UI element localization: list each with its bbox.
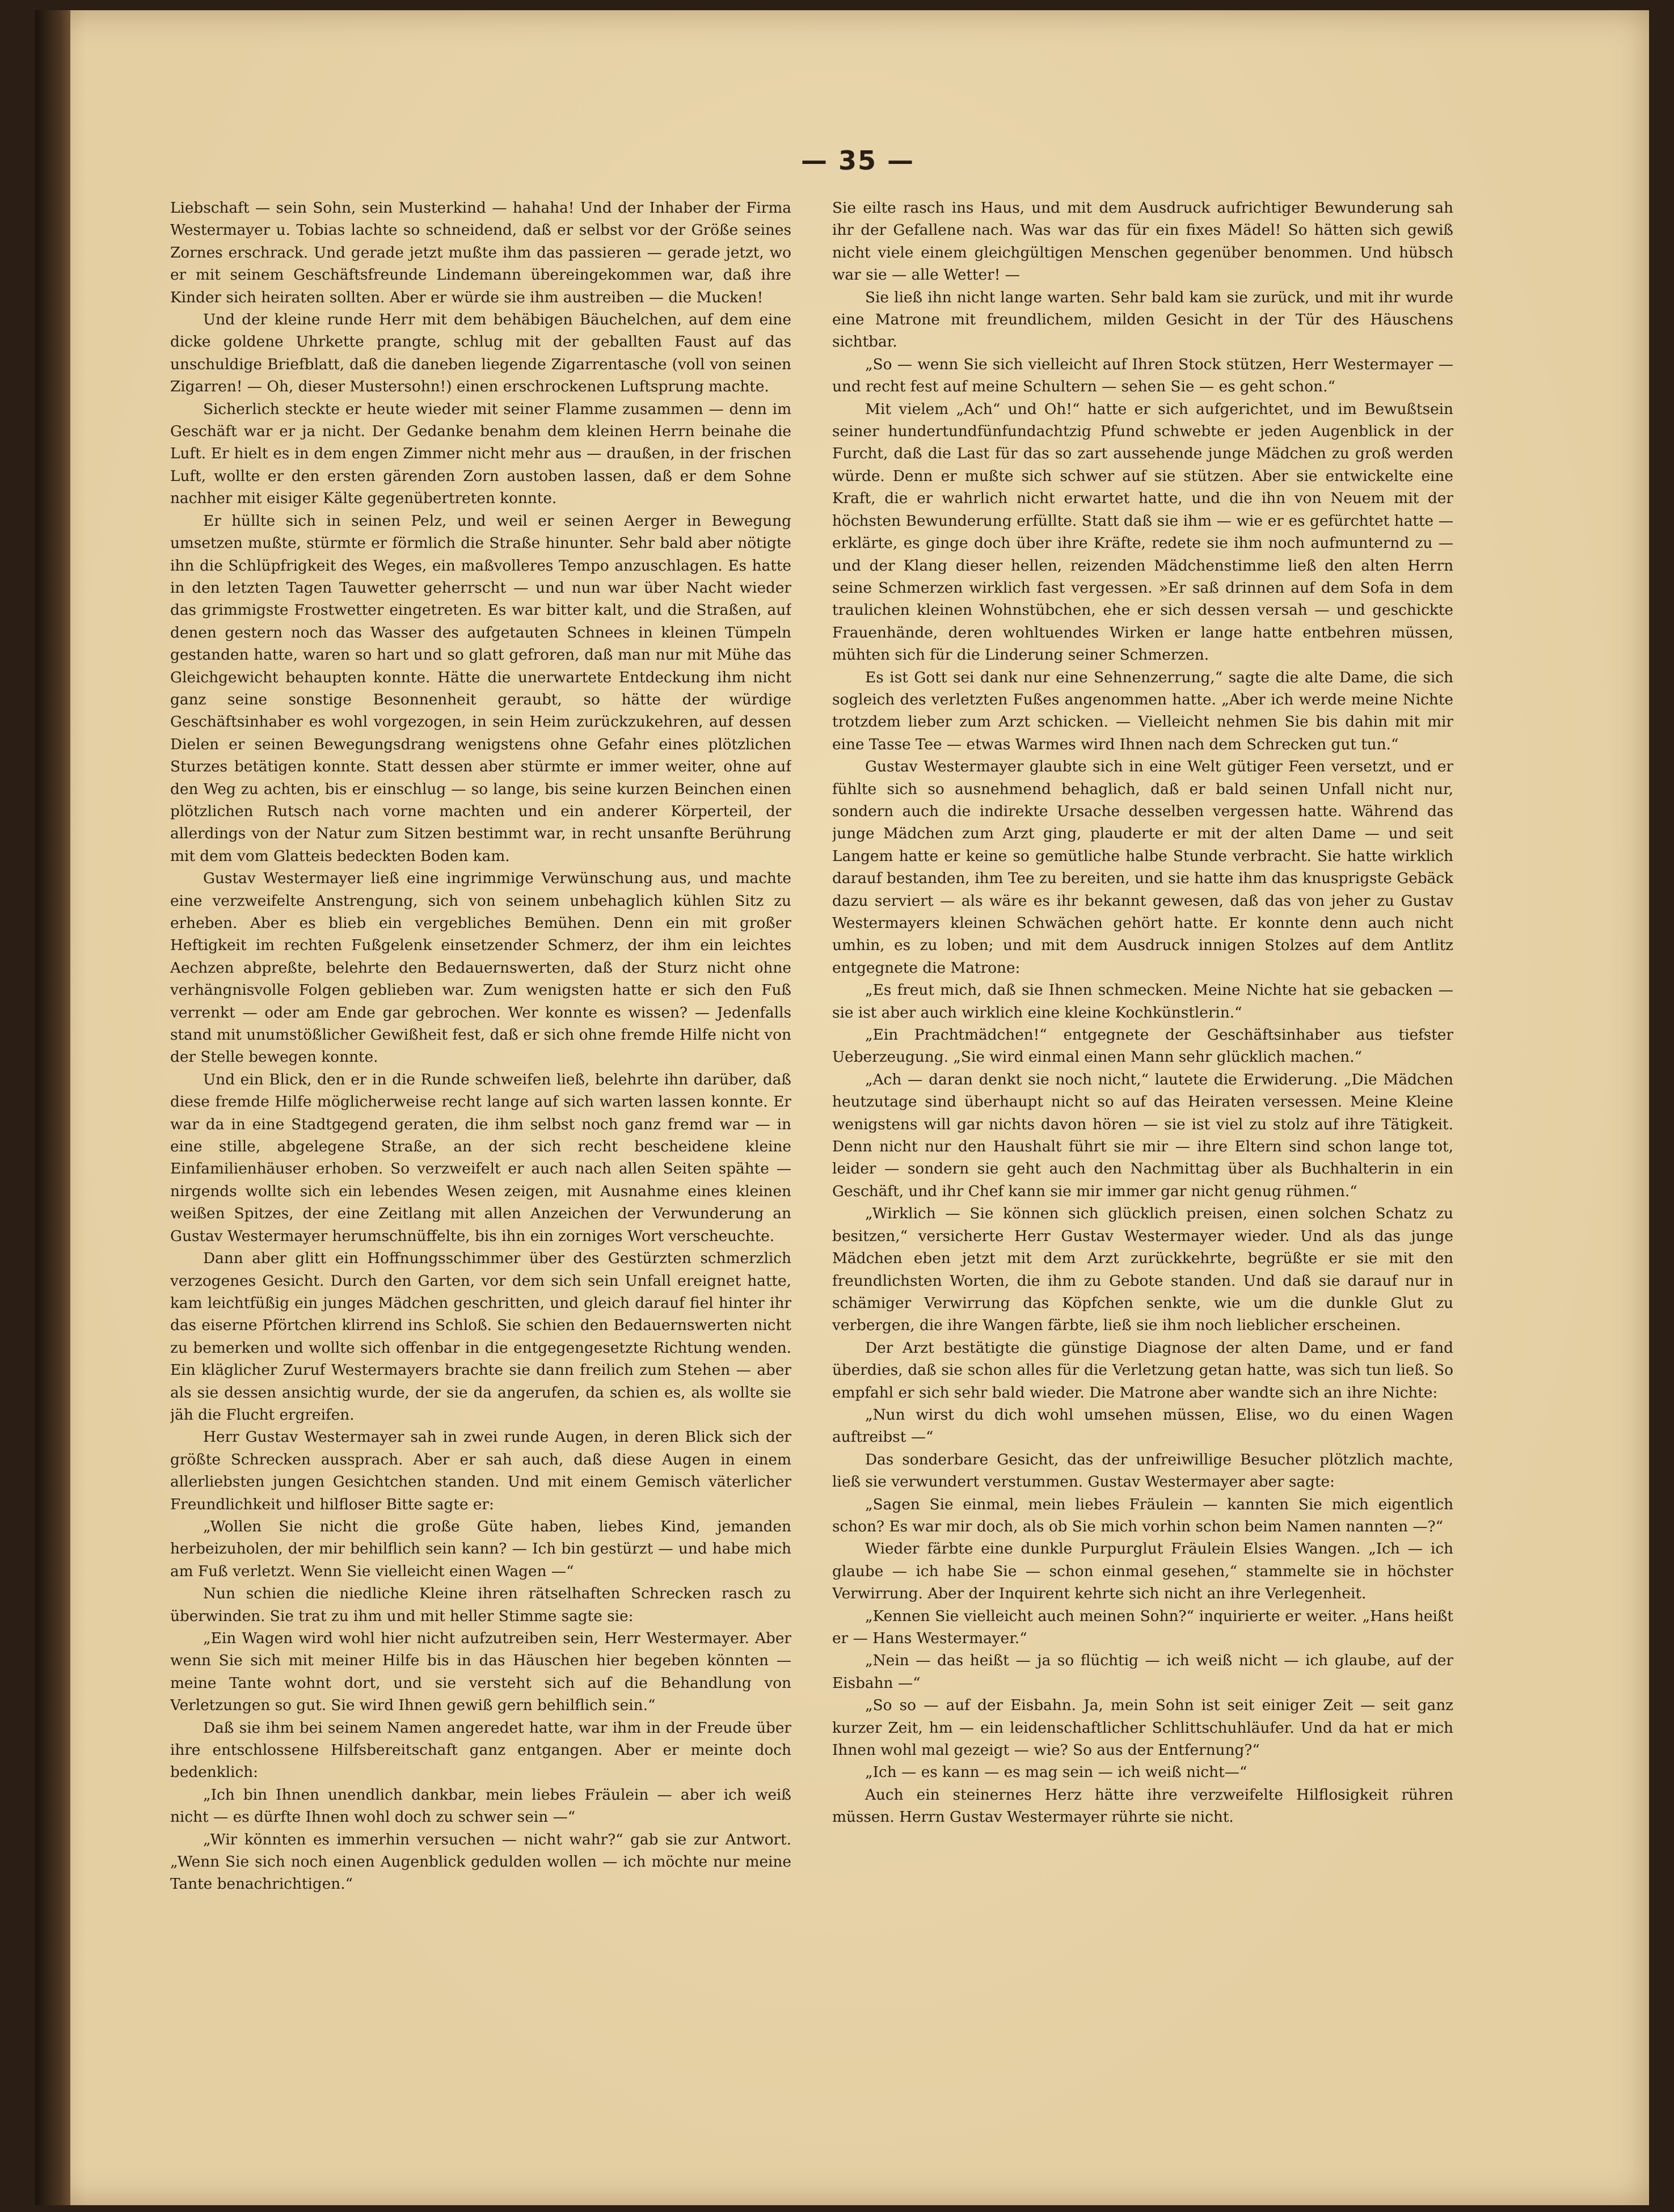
left-column <box>170 197 791 2148</box>
paragraph: Er hüllte sich in seinen Pelz, und weil er seinen Aerger in Bewegung umsetzen mußte, stürmte er förmlich die Straße hinunter. Sehr bald aber nötigte ihn die Schlüpfrigkeit des Weges, ein maßvolleres Tempo anzuschlagen. Es hatte in den letzten Tagen Tauwetter geherrscht — und nun war über Nacht wieder das grimmigste Frostwetter eingetreten. Es war bitter kalt, und die Straßen, auf denen gestern noch das Wasser des aufgetauten Schnees in kleinen Tümpeln gestanden hatte, waren so hart und so glatt gefroren, daß man nur mit Mühe das Gleichgewicht behaupten konnte. Hätte die unerwartete Entdeckung ihm nicht ganz seine sonstige Besonnenheit geraubt, so hätte der würdige Geschäftsinhaber es wohl vorgezogen, in sein Heim zurückzukehren, auf dessen Dielen er seinen Bewegungsdrang wenigstens ohne Gefahr eines plötzlichen Sturzes betätigen konnte. Statt dessen aber stürmte er immer weiter, ohne auf den Weg zu achten, bis er einschlug — so lange, bis seine kurzen Beinchen einen plötzlichen Rutsch nach vorne machten und ein anderer Körperteil, der allerdings von der Natur zum Sitzen bestimmt war, in recht unsanfte Berührung mit dem vom Glatteis bedeckten Boden kam. <box>170 512 791 865</box>
paragraph: „Ich bin Ihnen unendlich dankbar, mein liebes Fräulein — aber ich weiß nicht — es dürfte Ihnen wohl doch zu schwer sein —“ <box>170 1786 791 1826</box>
paragraph: „Nein — das heißt — ja so flüchtig — ich weiß nicht — ich glaube, auf der Eisbahn —“ <box>832 1652 1453 1692</box>
paragraph: Gustav Westermayer ließ eine ingrimmige Verwünschung aus, und machte eine verzweifelte Anstrengung, sich von seinem unbehaglich kühlen Sitz zu erheben. Aber es blieb ein vergebliches Bemühen. Denn ein mit großer Heftigkeit im rechten Fußgelenk einsetzender Schmerz, der ihm ein leichtes Aechzen abpreßte, belehrte den Bedauernswerten, daß der Sturz nicht ohne verhängnisvolle Folgen geblieben war. Zum wenigsten hatte er sich den Fuß verrenkt — oder am Ende gar gebrochen. Wer konnte es wissen? — Jedenfalls stand mit unumstößlicher Gewißheit fest, daß er sich ohne fremde Hilfe nicht von der Stelle bewegen konnte. <box>170 870 791 1066</box>
paragraph: Liebschaft — sein Sohn, sein Musterkind — hahaha! Und der Inhaber der Firma Westermayer u. Tobias lachte so schneidend, daß er selbst vor der Größe seines Zornes erschrack. Und gerade jetzt mußte ihm das passieren — gerade jetzt, wo er mit seinem Geschäftsfreunde Lindemann übereingekommen war, daß ihre Kinder sich heiraten sollten. Aber er würde sie ihm austreiben — die Mucken! <box>170 200 791 306</box>
paragraph: Das sonderbare Gesicht, das der unfreiwillige Besucher plötzlich machte, ließ sie verwundert verstummen. Gustav Westermayer aber sagte: <box>832 1451 1453 1491</box>
paragraph: Dann aber glitt ein Hoffnungsschimmer über des Gestürzten schmerzlich verzogenes Gesicht. Durch den Garten, vor dem sich sein Unfall ereignet hatte, kam leichtfüßig ein junges Mädchen geschritten, und gleich darauf fiel hinter ihr das eiserne Pförtchen klirrend ins Schloß. Sie schien den Bedauernswerten nicht zu bemerken und wollte sich offenbar in die entgegengesetzte Richtung wenden. Ein kläglicher Zuruf Westermayers brachte sie dann freilich zum Stehen — aber als sie dessen ansichtig wurde, der sie da angerufen, da schien es, als wollte sie jäh die Flucht ergreifen. <box>170 1250 791 1424</box>
paragraph: „Kennen Sie vielleicht auch meinen Sohn?“ inquirierte er weiter. „Hans heißt er — Hans Westermayer.“ <box>832 1607 1453 1647</box>
paragraph: Nun schien die niedliche Kleine ihren rätselhaften Schrecken rasch zu überwinden. Sie trat zu ihm und mit heller Stimme sagte sie: <box>170 1585 791 1625</box>
paragraph: „Es freut mich, daß sie Ihnen schmecken. Meine Nichte hat sie gebacken — sie ist aber auch wirklich eine kleine Kochkünstlerin.“ <box>832 982 1453 1021</box>
paragraph: „Sagen Sie einmal, mein liebes Fräulein — kannten Sie mich eigentlich schon? Es war mir doch, als ob Sie mich vorhin schon beim Namen nannten —?“ <box>832 1496 1453 1535</box>
paragraph: „Wollen Sie nicht die große Güte haben, liebes Kind, jemanden herbeizuholen, der mir behilflich sein kann? — Ich bin gestürzt — und habe mich am Fuß verletzt. Wenn Sie vielleicht einen Wagen —“ <box>170 1518 791 1580</box>
paragraph: Sie ließ ihn nicht lange warten. Sehr bald kam sie zurück, und mit ihr wurde eine Matrone mit freundlichem, milden Gesicht in der Tür des Häuschens sichtbar. <box>832 289 1453 351</box>
paragraph: Auch ein steinernes Herz hätte ihre verzweifelte Hilflosigkeit rühren müssen. Herrn Gustav Westermayer rührte sie nicht. <box>832 1786 1453 1826</box>
paragraph: „Ach — daran denkt sie noch nicht,“ lautete die Erwiderung. „Die Mädchen heutzutage sind überhaupt nicht so auf das Heiraten versessen. Meine Kleine wenigstens will gar nichts davon hören — sie ist viel zu stolz auf ihre Tätigkeit. Denn nicht nur den Haushalt führt sie mir — ihre Eltern sind schon lange tot, leider — sondern sie geht auch den Nachmittag über als Buchhalterin in ein Geschäft, und ihr Chef kann sie mir immer gar nicht genug rühmen.“ <box>832 1071 1453 1200</box>
paragraph: Sicherlich steckte er heute wieder mit seiner Flamme zusammen — denn im Geschäft war er ja nicht. Der Gedanke benahm dem kleinen Herrn beinahe die Luft. Er hielt es in dem engen Zimmer nicht mehr aus — draußen, in der frischen Luft, wollte er den ersten gärenden Zorn austoben lassen, daß er dem Sohne nachher mit eisiger Kälte gegenübertreten konnte. <box>170 400 791 508</box>
paragraph: „So so — auf der Eisbahn. Ja, mein Sohn ist seit einiger Zeit — seit ganz kurzer Zeit, hm — ein leidenschaftlicher Schlittschuhläufer. Und da hat er mich Ihnen wohl mal gezeigt — wie? So aus der Entfernung?“ <box>832 1697 1453 1759</box>
paragraph: Wieder färbte eine dunkle Purpurglut Fräulein Elsies Wangen. „Ich — ich glaube — ich habe Sie — schon einmal gesehen,“ stammelte sie in höchster Verwirrung. Aber der Inquirent kehrte sich nicht an ihre Verlegenheit. <box>832 1540 1453 1603</box>
paragraph: „Ein Wagen wird wohl hier nicht aufzutreiben sein, Herr Westermayer. Aber wenn Sie sich mit meiner Hilfe bis in das Häuschen hier begeben könnten — meine Tante wohnt dort, und sie versteht sich auf die Behandlung von Verletzungen so gut. Sie wird Ihnen gewiß gern behilflich sein.“ <box>170 1630 791 1715</box>
paragraph: Es ist Gott sei dank nur eine Sehnenzerrung,“ sagte die alte Dame, die sich sogleich des verletzten Fußes angenommen hatte. „Aber ich werde meine Nichte trotzdem lieber zum Arzt schicken. — Vielleicht nehmen Sie bis dahin mit mir eine Tasse Tee — etwas Warmes wird Ihnen nach dem Schrecken gut tun.“ <box>832 669 1453 753</box>
page-number: — 35 — <box>800 145 915 176</box>
paragraph: „Ein Prachtmädchen!“ entgegnete der Geschäftsinhaber aus tiefster Ueberzeugung. „Sie wird einmal einen Mann sehr glücklich machen.“ <box>832 1027 1453 1066</box>
paragraph: Herr Gustav Westermayer sah in zwei runde Augen, in deren Blick sich der größte Schrecken aussprach. Aber er sah auch, daß diese Augen in einem allerliebsten jungen Gesichtchen standen. Und mit einem Gemisch väterlicher Freundlichkeit und hilfloser Bitte sagte er: <box>170 1429 791 1513</box>
paragraph: „Nun wirst du dich wohl umsehen müssen, Elise, wo du einen Wagen auftreibst —“ <box>832 1406 1453 1446</box>
paragraph: Mit vielem „Ach“ und Oh!“ hatte er sich aufgerichtet, und im Bewußtsein seiner hundertundfünfundachtzig Pfund schwebte er jeden Augenblick in der Furcht, daß die Last für das so zart aussehende junge Mädchen zu groß werden würde. Denn er mußte sich schwer auf sie stützen. Aber sie entwickelte eine Kraft, die er wahrlich nicht erwartet hatte, und die ihn von Neuem mit der höchsten Bewunderung erfüllte. Statt daß sie ihm — wie er es gefürchtet hatte — erklärte, es ginge doch über ihre Kräfte, redete sie ihm noch aufmunternd zu — und der Klang dieser hellen, reizenden Mädchenstimme ließ den alten Herrn seine Schmerzen wirklich fast vergessen. »Er saß drinnen auf dem Sofa in dem traulichen kleinen Wohnstübchen, ehe er sich dessen versah — und geschickte Frauenhände, deren wohltuendes Wirken er lange hatte entbehren müssen, mühten sich für die Linderung seiner Schmerzen. <box>832 400 1453 664</box>
paragraph: Und ein Blick, den er in die Runde schweifen ließ, belehrte ihn darüber, daß diese fremde Hilfe möglicherweise recht lange auf sich warten lassen konnte. Er war da in eine Stadtgegend geraten, die ihm selbst noch ganz fremd war — in eine stille, abgelegene Straße, an der sich recht bescheidene kleine Einfamilienhäuser erhoben. So verzweifelt er auch nach allen Seiten spähte — nirgends wollte sich ein lebendes Wesen zeigen, mit Ausnahme eines kleinen weißen Spitzes, der eine Zeitlang mit allen Anzeichen der Verwunderung an Gustav Westermayer herumschnüffelte, bis ihn ein zorniges Wort verscheuchte. <box>170 1071 791 1245</box>
paragraph: „Wir könnten es immerhin versuchen — nicht wahr?“ gab sie zur Antwort. „Wenn Sie sich noch einen Augenblick gedulden wollen — ich möchte nur meine Tante benachrichtigen.“ <box>170 1831 791 1893</box>
paragraph: Der Arzt bestätigte die günstige Diagnose der alten Dame, und er fand überdies, daß sie schon alles für die Verletzung getan hatte, was sich tun ließ. So empfahl er sich sehr bald wieder. Die Matrone aber wandte sich an ihre Nichte: <box>832 1339 1453 1402</box>
book-spine-shadow <box>35 10 70 2205</box>
paragraph: „Ich — es kann — es mag sein — ich weiß nicht—“ <box>865 1764 1247 1782</box>
book-page <box>35 10 1649 2205</box>
paragraph: „So — wenn Sie sich vielleicht auf Ihren Stock stützen, Herr Westermayer — und recht fest auf meine Schultern — sehen Sie — es geht schon.“ <box>832 356 1453 396</box>
right-column <box>832 197 1453 2148</box>
paragraph: Sie eilte rasch ins Haus, und mit dem Ausdruck aufrichtiger Bewunderung sah ihr der Gefallene nach. Was war das für ein fixes Mädel! So hätten sich gewiß nicht viele einem gleichgültigen Menschen gegenüber benommen. Und hübsch war sie — alle Wetter! — <box>832 200 1453 284</box>
paragraph: Und der kleine runde Herr mit dem behäbigen Bäuchelchen, auf dem eine dicke goldene Uhrkette prangte, schlug mit der geballten Faust auf das unschuldige Briefblatt, daß die daneben liegende Zigarrentasche (voll von seinen Zigarren! — Oh, dieser Mustersohn!) einen erschrockenen Luftsprung machte. <box>170 311 791 396</box>
paragraph: Gustav Westermayer glaubte sich in eine Welt gütiger Feen versetzt, und er fühlte sich so ausnehmend behaglich, daß er bald seinen Unfall nicht nur, sondern auch die indirekte Ursache desselben vergessen hatte. Während das junge Mädchen zum Arzt ging, plauderte er mit der alten Dame — und seit Langem hatte er keine so gemütliche halbe Stunde verbracht. Sie hatte wirklich darauf bestanden, ihm Tee zu bereiten, und sie hatte ihm das knusprigste Gebäck dazu serviert — als wäre es ihr bekannt gewesen, daß das von jeher zu Gustav Westermayers kleinen Schwächen gehört hatte. Er konnte denn auch nicht umhin, es zu loben; und mit dem Ausdruck innigen Stolzes auf dem Antlitz entgegnete die Matrone: <box>832 758 1453 977</box>
paragraph: „Wirklich — Sie können sich glücklich preisen, einen solchen Schatz zu besitzen,“ versicherte Herr Gustav Westermayer wieder. Und als das junge Mädchen eben jetzt mit dem Arzt zurückkehrte, begrüßte er sie mit den freundlichsten Worten, die ihm zu Gebote standen. Und daß sie darauf nur in schämiger Verwirrung das Köpfchen senkte, wie um die dunkle Glut zu verbergen, die ihre Wangen färbte, ließ sie ihm noch lieblicher erscheinen. <box>832 1205 1453 1335</box>
paragraph: Daß sie ihm bei seinem Namen angeredet hatte, war ihm in der Freude über ihre entschlossene Hilfsbereitschaft ganz entgangen. Aber er meinte doch bedenklich: <box>170 1719 791 1782</box>
